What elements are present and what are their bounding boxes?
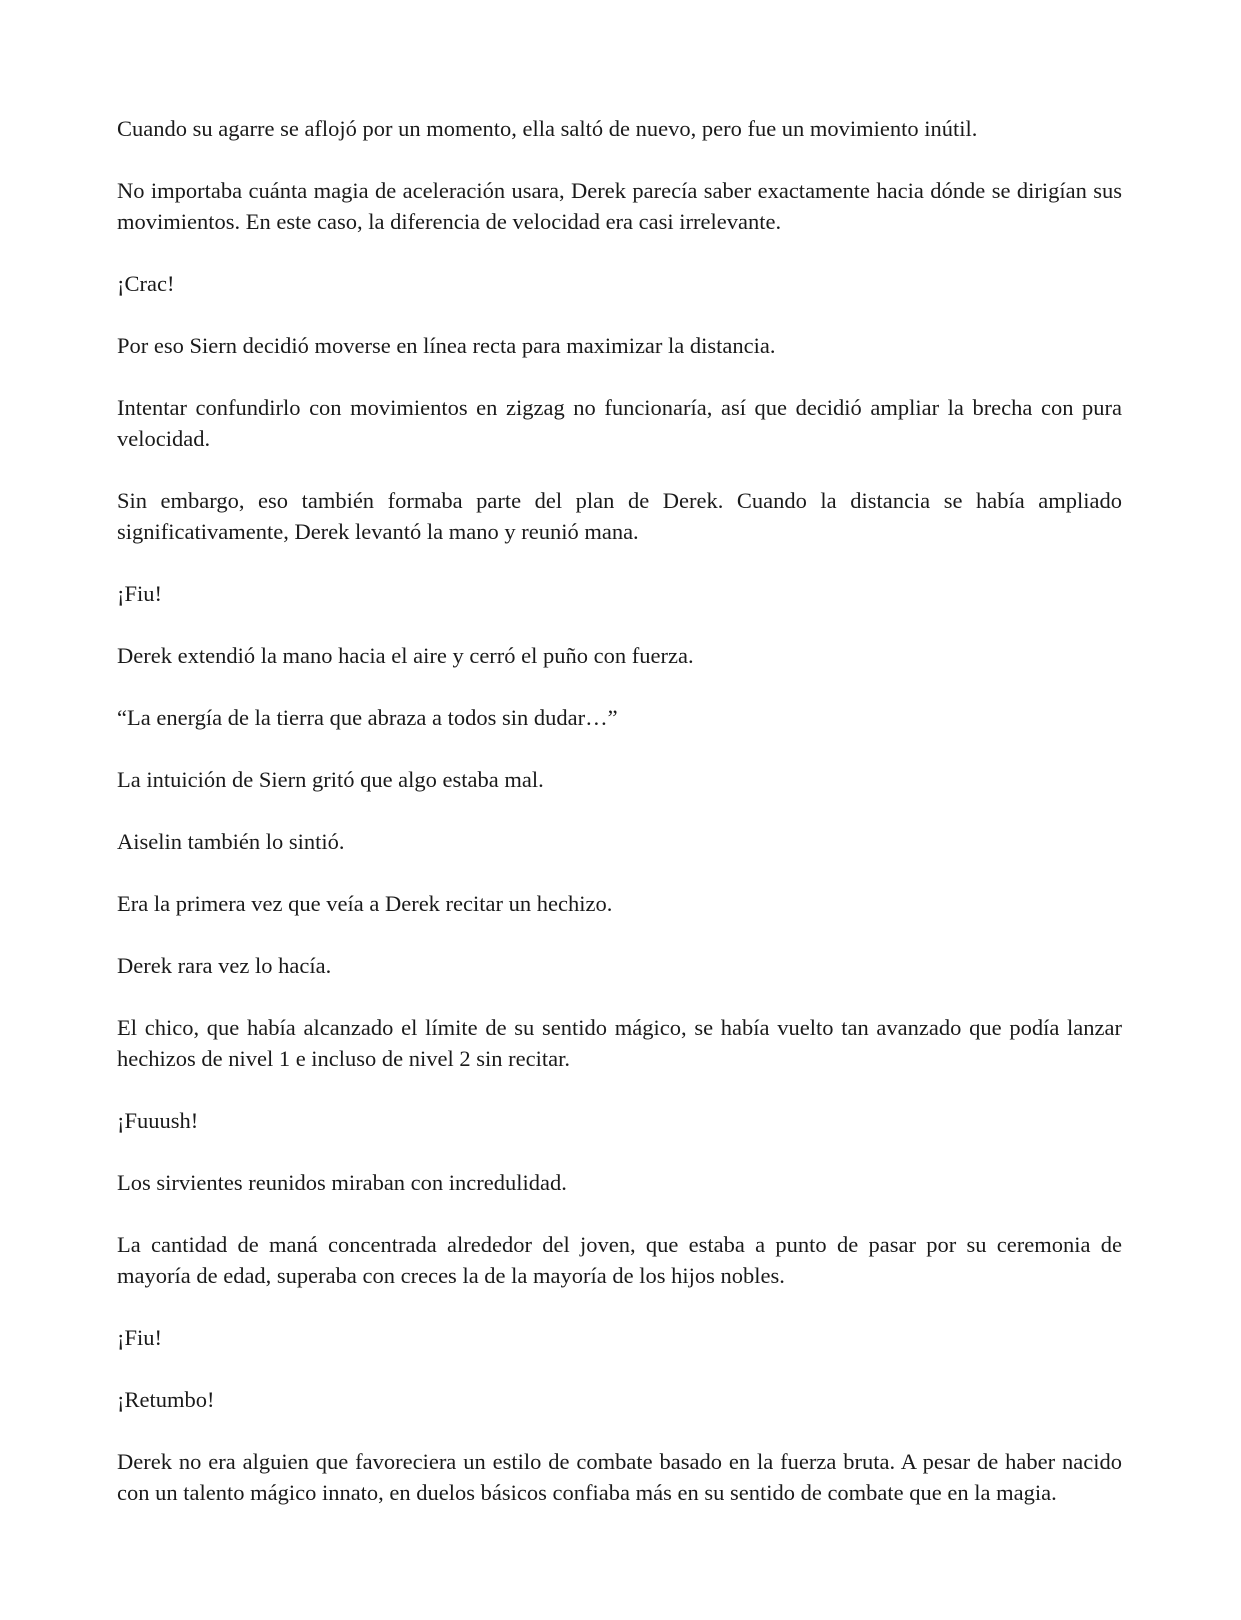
paragraph: El chico, que había alcanzado el límite de su sentido mágico, se había vuelto tan avanzado que podía lanzar hechizos de nivel 1 e incluso de nivel 2 sin recitar. (117, 1015, 1122, 1071)
paragraph: No importaba cuánta magia de aceleración usara, Derek parecía saber exactamente hacia dónde se dirigían sus movimientos. En este caso, la diferencia de velocidad era casi irrelevante. (117, 178, 1122, 234)
paragraph: ¡Retumbo! (117, 1387, 215, 1412)
paragraph: Los sirvientes reunidos miraban con incredulidad. (117, 1170, 567, 1195)
paragraph: Era la primera vez que veía a Derek recitar un hechizo. (117, 891, 613, 916)
paragraph: ¡Fiu! (117, 1325, 162, 1350)
paragraph: Aiselin también lo sintió. (117, 829, 345, 854)
paragraph: Sin embargo, eso también formaba parte del plan de Derek. Cuando la distancia se había ampliado significativamente, Derek levantó la mano y reunió mana. (117, 488, 1122, 544)
paragraph: La intuición de Siern gritó que algo estaba mal. (117, 767, 544, 792)
paragraph: Derek no era alguien que favoreciera un estilo de combate basado en la fuerza bruta. A pesar de haber nacido con un talento mágico innato, en duelos básicos confiaba más en su sentido de combate que en la magia. (117, 1449, 1122, 1505)
paragraph: ¡Crac! (117, 271, 175, 296)
paragraph: La cantidad de maná concentrada alrededor del joven, que estaba a punto de pasar por su ceremonia de mayoría de edad, superaba con creces la de la mayoría de los hijos nobles. (117, 1232, 1122, 1288)
paragraph: Por eso Siern decidió moverse en línea recta para maximizar la distancia. (117, 333, 776, 358)
paragraph: “La energía de la tierra que abraza a todos sin dudar…” (117, 705, 618, 730)
paragraph: Derek extendió la mano hacia el aire y cerró el puño con fuerza. (117, 643, 694, 668)
paragraph: ¡Fuuush! (117, 1108, 199, 1133)
paragraph: Intentar confundirlo con movimientos en zigzag no funcionaría, así que decidió ampliar la brecha con pura velocidad. (117, 395, 1122, 451)
paragraph: Cuando su agarre se aflojó por un momento, ella saltó de nuevo, pero fue un movimiento inútil. (117, 116, 978, 141)
document-page (117, 113, 1122, 1539)
paragraph: ¡Fiu! (117, 581, 162, 606)
paragraph: Derek rara vez lo hacía. (117, 953, 332, 978)
